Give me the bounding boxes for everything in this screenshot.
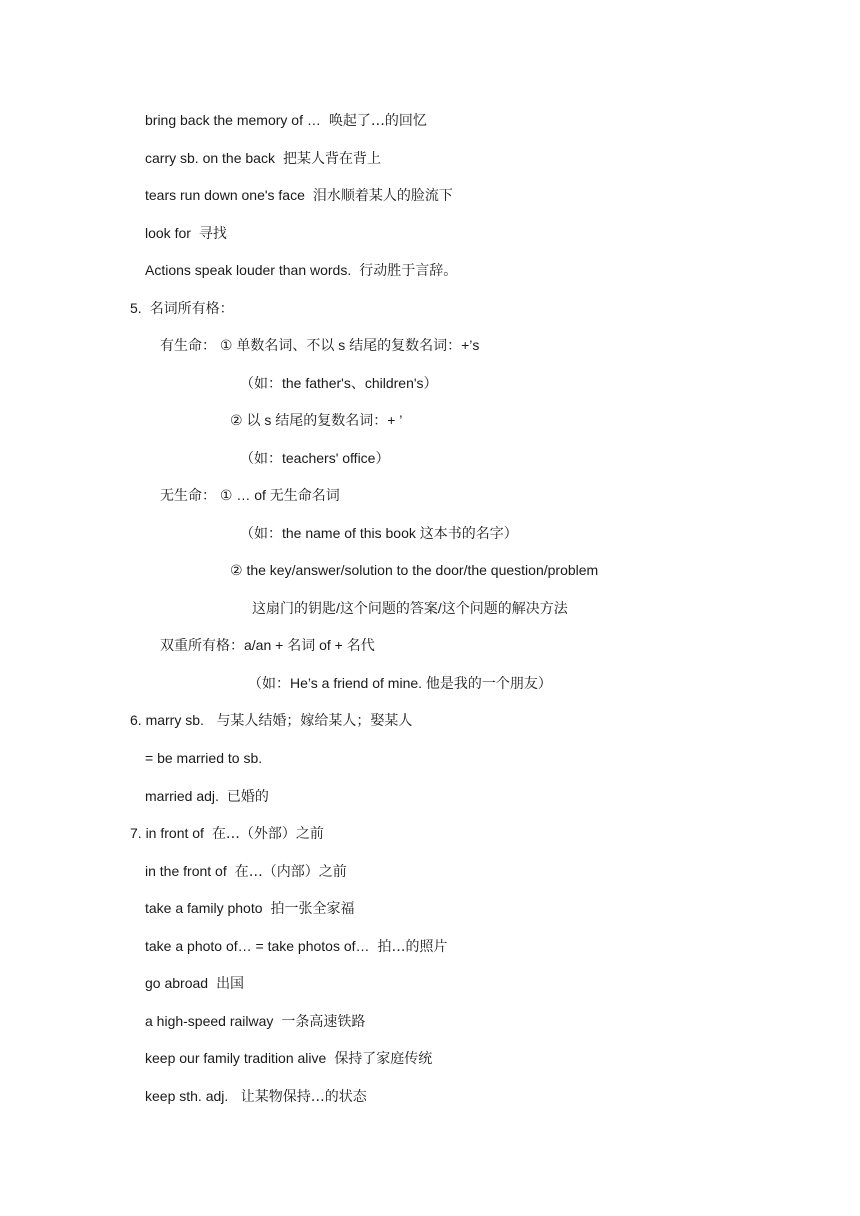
section-heading-6: 6. marry sb. 与某人结婚；嫁给某人；娶某人	[130, 712, 413, 729]
text-line-3: tears run down one's face 泪水顺着某人的脸流下	[145, 187, 453, 204]
text-line-inanimate-1: 无生命： ① … of 无生命名词	[160, 487, 340, 503]
text-line-front: in the front of 在…（内部）之前	[145, 863, 347, 880]
text-line-2: carry sb. on the back 把某人背在背上	[145, 150, 381, 167]
text-line-animate-2: ② 以 s 结尾的复数名词：+ ’	[230, 412, 403, 428]
text-line-family-photo: take a family photo 拍一张全家福	[145, 900, 355, 917]
text-line-animate-1: 有生命： ① 单数名词、不以 s 结尾的复数名词：+’s	[160, 337, 480, 353]
text-line-married-to: = be married to sb.	[145, 750, 263, 766]
text-line-inanimate-2: ② the key/answer/solution to the door/the question/problem	[230, 562, 599, 578]
section-heading-5: 5. 名词所有格：	[130, 300, 234, 317]
text-line-animate-2-eg: （如：teachers' office）	[240, 450, 390, 466]
text-line-photo-of: take a photo of… = take photos of… 拍…的照片	[145, 938, 448, 955]
text-line-4: look for 寻找	[145, 225, 227, 242]
text-line-keep-sth: keep sth. adj. 让某物保持…的状态	[145, 1088, 367, 1105]
section-heading-7: 7. in front of 在…（外部）之前	[130, 825, 324, 842]
text-line-double: 双重所有格：a/an + 名词 of + 名代	[160, 637, 375, 653]
text-line-animate-1-eg: （如：the father's、children's）	[240, 375, 438, 391]
text-line-railway: a high-speed railway 一条高速铁路	[145, 1013, 366, 1030]
text-line-1: bring back the memory of … 唤起了…的回忆	[145, 112, 427, 129]
text-line-5: Actions speak louder than words. 行动胜于言辞。	[145, 262, 458, 279]
text-line-abroad: go abroad 出国	[145, 975, 245, 992]
text-line-inanimate-2-zh: 这扇门的钥匙/这个问题的答案/这个问题的解决方法	[252, 600, 568, 616]
text-line-double-eg: （如：He’s a friend of mine. 他是我的一个朋友）	[248, 675, 552, 691]
text-line-inanimate-1-eg: （如：the name of this book 这本书的名字）	[240, 525, 518, 541]
text-line-tradition: keep our family tradition alive 保持了家庭传统	[145, 1050, 433, 1067]
text-line-married: married adj. 已婚的	[145, 788, 269, 805]
